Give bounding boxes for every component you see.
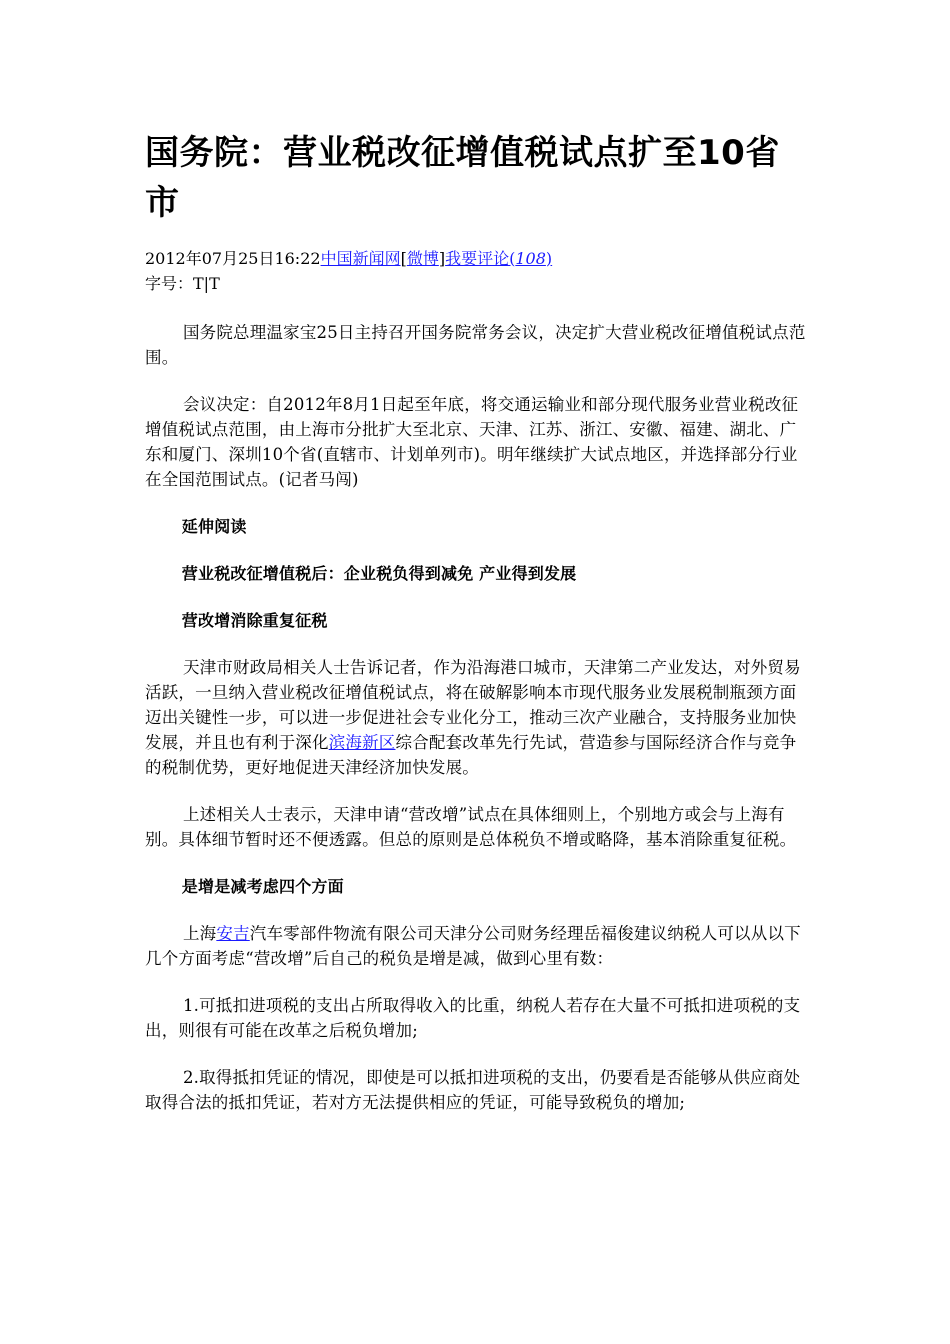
page-title: 国务院：营业税改征增值税试点扩至10省市 [145,133,780,223]
paragraph-text: 天津市财政局相关人士告诉记者，作为沿海港口城市，天津第二产业发达，对外贸易活跃，一旦纳入营业税改征增值税试点，将在破解影响本市现代服务业发展税制瓶颈方面迈出关键性一步，可以进一步促进社会专业化分工，推动三次产业融合，支持服务业加快发展，并且也有利于深化 [145,658,801,752]
paragraph: 1.可抵扣进项税的支出占所取得收入的比重，纳税人若存在大量不可抵扣进项税的支出，则很有可能在改革之后税负增加; [145,996,801,1040]
comment-link[interactable] [445,249,552,268]
article [145,128,807,1115]
article-meta [145,246,807,296]
weibo-link[interactable]: 微博 [406,249,439,268]
section-heading: 营改增消除重复征税 [181,611,328,630]
paragraph: 2.取得抵扣凭证的情况，即使是可以抵扣进项税的支出，仍要看是否能够从供应商处取得合法的抵扣凭证，若对方无法提供相应的凭证，可能导致税负的增加; [145,1068,801,1112]
comment-close: ) [545,249,553,268]
binhai-link[interactable]: 滨海新区 [328,733,396,752]
publish-datetime: 2012年07月25日16:22 [145,249,321,268]
section-heading: 营业税改征增值税后：企业税负得到减免 产业得到发展 [181,564,577,583]
font-size-control[interactable]: 字号：T|T [145,274,220,293]
source-link[interactable]: 中国新闻网 [320,249,401,268]
comment-count: 108 [515,249,546,268]
paragraph: 上述相关人士表示，天津申请“营改增”试点在具体细则上，个别地方或会与上海有别。具体细节暂时还不便透露。但总的原则是总体税负不增或略降，基本消除重复征税。 [145,805,797,849]
paragraph-text: 综合配套改革先行先试，营造参与国际经济合作与竞争的税制优势，更好地促进天津经济加快发展。 [145,733,797,777]
section-heading: 延伸阅读 [181,517,247,536]
paragraph: 会议决定：自2012年8月1日起至年底，将交通运输业和部分现代服务业营业税改征增值税试点范围，由上海市分批扩大至北京、天津、江苏、浙江、安徽、福建、湖北、广东和厦门、深圳10个省(直辖市、计划单列市)。明年继续扩大试点地区，并选择部分行业在全国范围试点。(记者马闯) [145,395,799,489]
bracket-close: ] [438,249,446,268]
paragraph: 国务院总理温家宝25日主持召开国务院常务会议，决定扩大营业税改征增值税试点范围。 [145,323,806,367]
paragraph [145,655,807,780]
paragraph-text: 上海 [182,924,217,943]
bracket-open: [ [400,249,407,268]
anji-link[interactable]: 安吉 [216,924,250,943]
paragraph [145,921,807,971]
comment-label: 我要评论( [445,249,516,268]
section-heading: 是增是减考虑四个方面 [181,877,344,896]
byline [145,246,807,271]
paragraph-text: 汽车零部件物流有限公司天津分公司财务经理岳福俊建议纳税人可以从以下几个方面考虑“营改增”后自己的税负是增是减，做到心里有数： [145,924,801,968]
